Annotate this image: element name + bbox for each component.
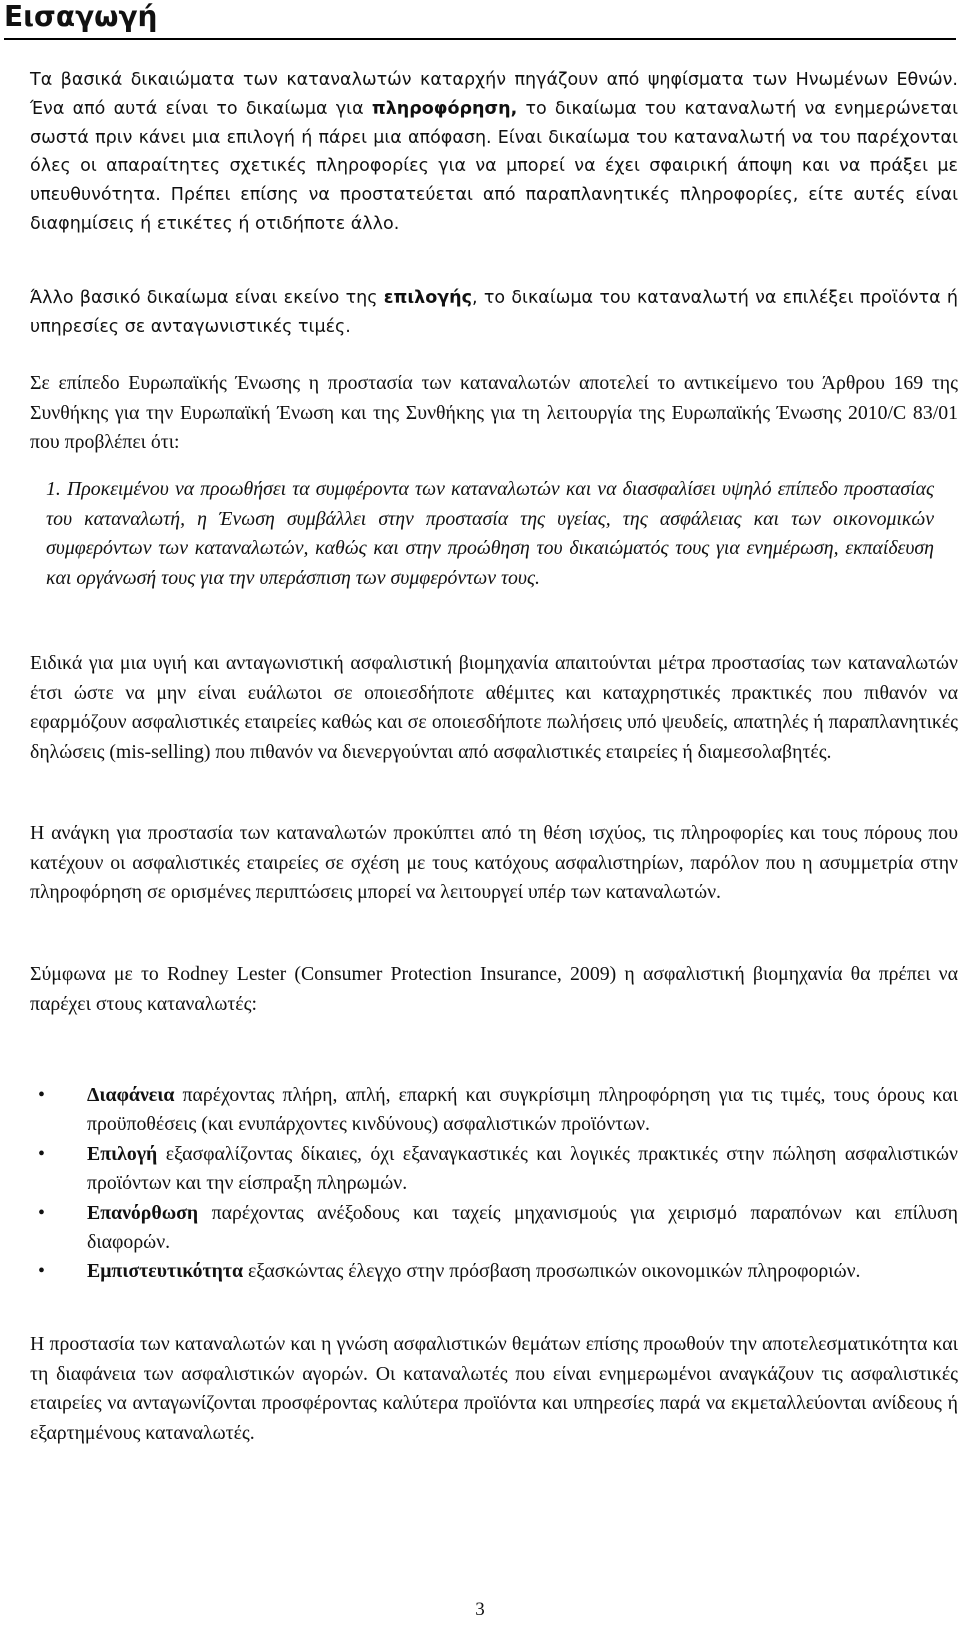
quoted-article-text: 1. Προκειμένου να προωθήσει τα συμφέροντα των καταναλωτών και να διασφαλίσει υψηλό επίπεδο προστασίας του καταναλωτή, η Ένωση συμβάλλει στην προστασία της υγείας, της ασφάλειας και των οικονομικών συμφερόντων των καταναλωτών, καθώς και στην προώθηση του δικαιώματός τους για ενημέρωση, εκπαίδευση και οργάνωσή τους για την υπεράσπιση των συμφερόντων τους. [46, 478, 934, 589]
paragraph-choice-right [30, 284, 958, 342]
bullet-icon: • [38, 1201, 45, 1224]
list-item [30, 1199, 958, 1258]
bullet-icon: • [38, 1084, 45, 1106]
list-item [30, 1257, 958, 1286]
paragraph-rodney-lester: Σύμφωνα με το Rodney Lester (Consumer Protection Insurance, 2009) η ασφαλιστική βιομηχανία θα πρέπει να παρέχει στους καταναλωτές: [30, 963, 958, 1015]
bullet-text: εξασκώντας έλεγχο στην πρόσβαση προσωπικών οικονομικών πληροφοριών. [243, 1260, 861, 1283]
bullet-term: Εμπιστευτικότητα [87, 1260, 244, 1283]
paragraph-insurance-measures: Ειδικά για μια υγιή και ανταγωνιστική ασφαλιστική βιομηχανία απαιτούνται μέτρα προστασίας των καταναλωτών έτσι ώστε να μην είναι ευάλωτοι σε οποιεσδήποτε αθέμιτες και καταχρηστικές πρακτικές που πιθανόν να εφαρμόζουν ασφαλιστικές εταιρείες καθώς και σε οποιεσδήποτε πωλήσεις υπό ψευδείς, απατηλές ή παραπλανητικές δηλώσεις (mis-selling) που πιθανόν να διενεργούνται από ασφαλιστικές εταιρείες ή διαμεσολαβητές. [30, 652, 958, 763]
paragraph-text: , το δικαίωμα του καταναλωτή να επιλέξει προϊόντα ή υπηρεσίες σε ανταγωνιστικές τιμές. [30, 288, 958, 337]
bullet-icon: • [38, 1142, 45, 1165]
page-number: 3 [475, 1599, 485, 1620]
list-item [30, 1081, 958, 1140]
bullet-term: Επιλογή [87, 1142, 158, 1165]
list-item [30, 1140, 958, 1199]
paragraph-text: το δικαίωμα του καταναλωτή να ενημερώνεται σωστά πριν κάνει μια επιλογή ή πάρει μια απόφαση. Είναι δικαίωμα του καταναλωτή να του παρέχονται όλες οι απαραίτητες σχετικές πληροφορίες για να μπορεί να έχει σφαιρική άποψη και να πράξει με υπευθυνότητα. Πρέπει επίσης να προστατεύεται από παραπλανητικές πληροφορίες, είτε αυτές είναι διαφημίσεις ή ετικέτες ή οτιδήποτε άλλο. [30, 98, 958, 234]
paragraph-need-for-protection: Η ανάγκη για προστασία των καταναλωτών προκύπτει από τη θέση ισχύος, τις πληροφορίες και τους πόρους που κατέχουν οι ασφαλιστικές εταιρείες σε σχέση με τους κατόχους ασφαλιστηρίων, παρόλον που η ασυμμετρία στην πληροφόρηση σε ορισμένες περιπτώσεις μπορεί να λειτουργεί υπέρ των καταναλωτών. [30, 822, 958, 904]
bullet-term: Διαφάνεια [87, 1084, 175, 1106]
consumer-rights-list [30, 1081, 958, 1287]
bullet-text: παρέχοντας πλήρη, απλή, επαρκή και συγκρίσιμη πληροφόρηση για τις τιμές, τους όρους και προϋποθέσεις (και ενυπάρχοντες κινδύνους) ασφαλιστικών προϊόντων. [87, 1084, 958, 1136]
paragraph-conclusion: Η προστασία των καταναλωτών και η γνώση ασφαλιστικών θεμάτων επίσης προωθούν την αποτελεσματικότητα και τη διαφάνεια των ασφαλιστικών αγορών. Οι καταναλωτές που είναι ενημερωμένοι αναγκάζουν τις ασφαλιστικές εταιρείες να ανταγωνίζονται προσφέροντας καλύτερα προϊόντα και υπηρεσίες παρά να εκμεταλλεύονται ανίδεους ή εξαρτημένους καταναλωτές. [30, 1333, 958, 1444]
bullet-term: Επανόρθωση [87, 1201, 199, 1224]
paragraph-eu-article: Σε επίπεδο Ευρωπαϊκής Ένωσης η προστασία των καταναλωτών αποτελεί το αντικείμενο του Άρθρου 169 της Συνθήκης για την Ευρωπαϊκή Ένωση και της Συνθήκης για τη λειτουργία της Ευρωπαϊκής Ένωσης 2010/C 83/01 που προβλέπει ότι: [30, 372, 958, 454]
bullet-text: εξασφαλίζοντας δίκαιες, όχι εξαναγκαστικές και λογικές πρακτικές στην πώληση ασφαλιστικών προϊόντων και την είσπραξη πληρωμών. [87, 1142, 958, 1195]
bullet-icon: • [38, 1260, 45, 1283]
paragraph-text: Τα βασικά δικαιώματα των καταναλωτών καταρχήν πηγάζουν από ψηφίσματα των Ηνωμένων Εθνών. Ένα από αυτά είναι το δικαίωμα για [30, 70, 958, 119]
bullet-text: παρέχοντας ανέξοδους και ταχείς μηχανισμούς για χειρισμό παραπόνων και επίλυση διαφορών. [87, 1201, 958, 1254]
paragraph-text: Άλλο βασικό δικαίωμα είναι εκείνο της [30, 288, 384, 308]
paragraph-information-right [30, 66, 958, 239]
section-heading: Εισαγωγή [4, 0, 956, 40]
bold-term-information: πληροφόρηση, [371, 98, 518, 119]
bold-term-choice: επιλογής [383, 288, 472, 308]
